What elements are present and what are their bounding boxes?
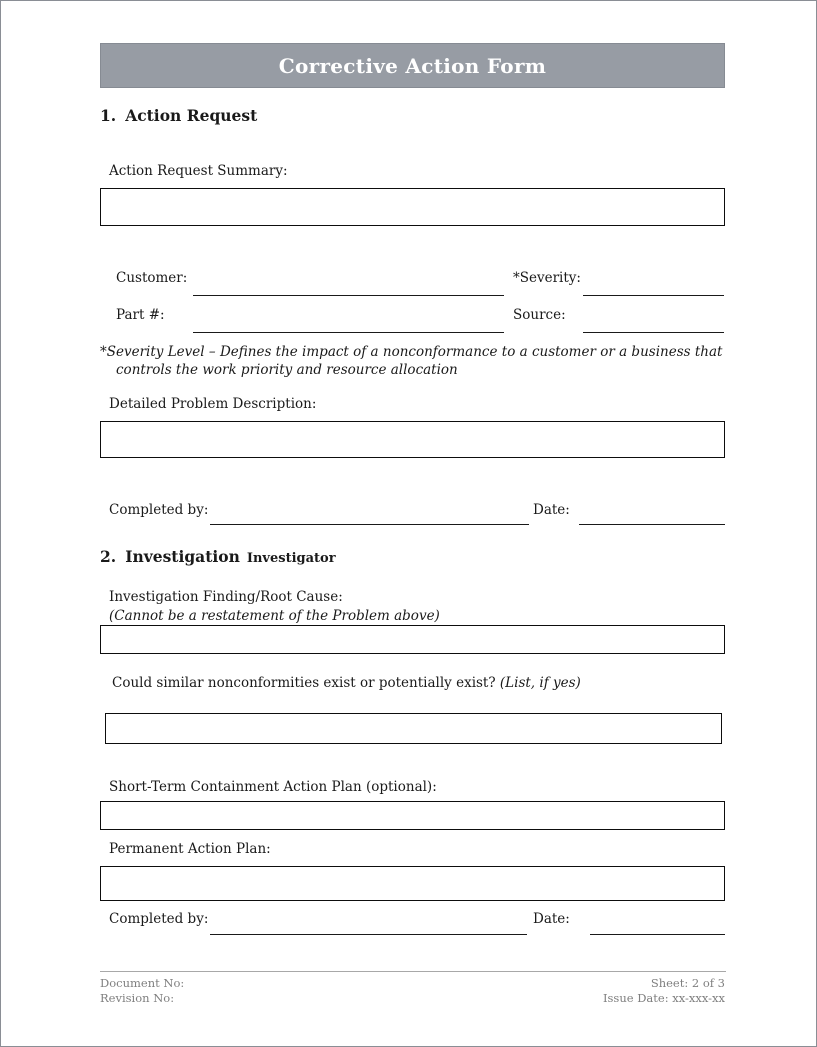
customer-field[interactable] (193, 272, 504, 296)
short-term-label: Short-Term Containment Action Plan (optional): (109, 779, 437, 795)
customer-label: Customer: (116, 270, 188, 286)
section2-number: 2. (100, 547, 117, 566)
section2-title: Investigation (125, 547, 240, 566)
footer-document-no: Document No: (100, 976, 185, 990)
section2-completed-by-field[interactable] (210, 910, 527, 935)
section1-title: Action Request (125, 106, 258, 125)
similar-question-label (112, 675, 581, 691)
source-field[interactable] (583, 309, 724, 333)
section1-date-field[interactable] (579, 501, 725, 525)
finding-note: (Cannot be a restatement of the Problem above) (109, 608, 440, 624)
section2-date-label: Date: (533, 911, 570, 927)
detailed-description-label: Detailed Problem Description: (109, 396, 317, 412)
section2-subtitle: Investigator (246, 551, 336, 566)
short-term-input-box[interactable] (100, 801, 725, 830)
severity-label: *Severity: (513, 270, 581, 286)
finding-label: Investigation Finding/Root Cause: (109, 589, 343, 605)
part-number-label: Part #: (116, 307, 165, 323)
severity-field[interactable] (583, 272, 724, 296)
form-title: Corrective Action Form (278, 53, 547, 78)
finding-input-box[interactable] (100, 625, 725, 654)
section1-heading (100, 106, 257, 125)
similar-question-note: (List, if yes) (499, 675, 581, 691)
similar-input-box[interactable] (105, 713, 722, 744)
section2-completed-by-label: Completed by: (109, 911, 209, 927)
severity-note: *Severity Level – Defines the impact of a nonconformance to a customer or a business that controls the work priority and resource allocation (100, 344, 723, 378)
permanent-plan-label: Permanent Action Plan: (109, 841, 271, 857)
source-label: Source: (513, 307, 566, 323)
similar-question-text: Could similar nonconformities exist or potentially exist? (112, 675, 496, 691)
form-title-bar (100, 43, 725, 88)
footer-issue-date: Issue Date: xx-xxx-xx (602, 991, 725, 1005)
section2-heading (100, 547, 336, 566)
section1-date-label: Date: (533, 502, 570, 518)
footer-divider (100, 971, 726, 972)
section1-number: 1. (100, 106, 117, 125)
section2-date-field[interactable] (590, 910, 725, 935)
detailed-description-input-box[interactable] (100, 421, 725, 458)
summary-input-box[interactable] (100, 188, 725, 226)
part-number-field[interactable] (193, 309, 504, 333)
section1-completed-by-label: Completed by: (109, 502, 209, 518)
summary-label: Action Request Summary: (109, 163, 288, 179)
footer-sheet: Sheet: 2 of 3 (650, 976, 725, 990)
footer-revision-no: Revision No: (100, 991, 175, 1005)
permanent-plan-input-box[interactable] (100, 866, 725, 901)
section1-completed-by-field[interactable] (210, 501, 529, 525)
